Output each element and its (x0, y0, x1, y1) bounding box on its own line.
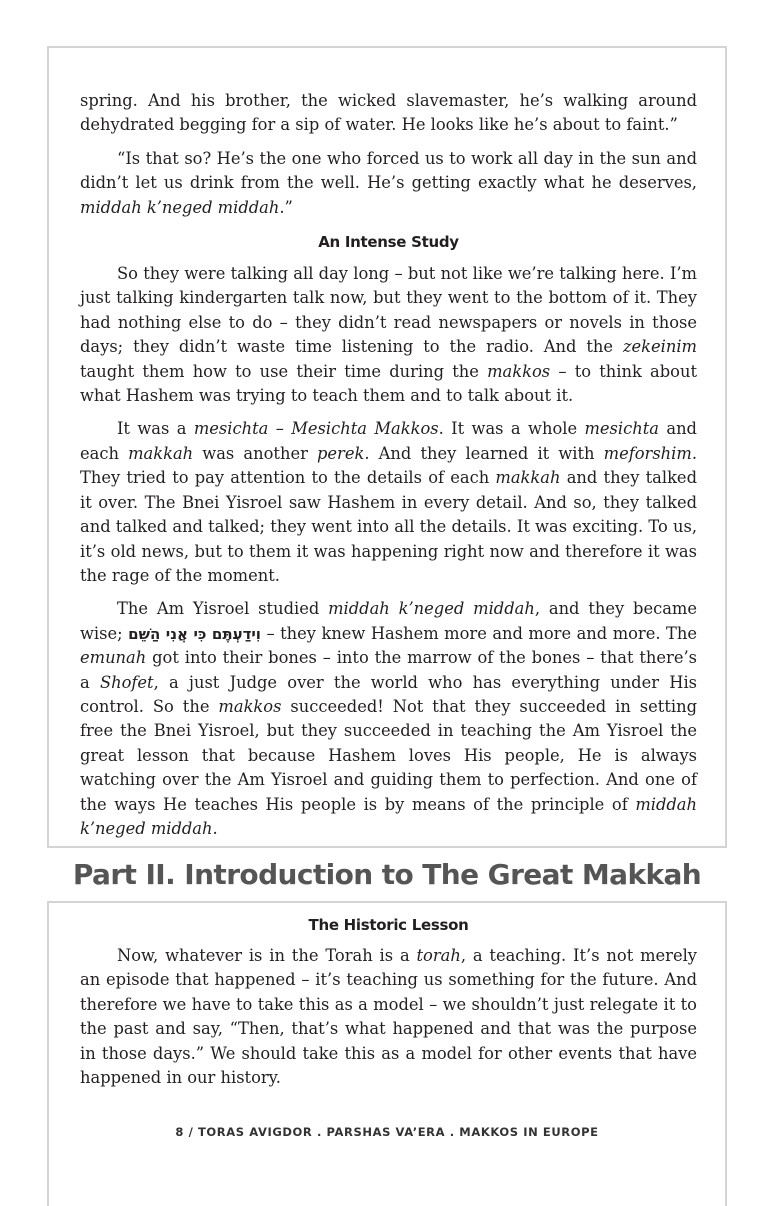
part-title: Part II. Introduction to The Great Makkah (72, 858, 702, 891)
bottom-section (80, 915, 697, 1090)
paragraph-4: It was a mesichta – Mesichta Makkos. It was a whole mesichta and each makkah was another perek. And they learned it with meforshim. They tried to pay attention to the details of each makkah and they talked it over. The Bnei Yisroel saw Hashem in every detail. And so, they talked and talked and talked; they went into all the details. It was exciting. To us, it’s old news, but to them it was happening right now and therefore it was the rage of the moment. (80, 419, 697, 585)
section-heading-intense-study: An Intense Study (318, 233, 459, 252)
section-heading-historic-lesson: The Historic Lesson (308, 916, 469, 934)
paragraph-1: spring. And his brother, the wicked slavemaster, he’s walking around dehydrated begging for a sip of water. He looks like he’s about to faint.” (80, 91, 697, 135)
paragraph-2: “Is that so? He’s the one who forced us to work all day in the sun and didn’t let us drink from the well. He’s getting exactly what he deserves, middah k’neged middah.” (80, 148, 697, 217)
paragraph-6: Now, whatever is in the Torah is a torah, a teaching. It’s not merely an episode that happened – it’s teaching us something for the future. And therefore we have to take this as a model – we shouldn’t just relegate it to the past and say, “Then, that’s what happened and that was the purpose in those days.” We should take this as a model for other events that have happened in our history. (80, 946, 697, 1088)
hebrew-verse: וִידַעְתֶּם כִּי אֲנִי הַשֵּׁם (128, 624, 261, 643)
top-section (80, 89, 697, 841)
paragraph-3: So they were talking all day long – but not like we’re talking here. I’m just talking kindergarten talk now, but they went to the bottom of it. They had nothing else to do – they didn’t read newspapers or novels in those days; they didn’t waste time listening to the radio. And the zekeinim taught them how to use their time during the makkos – to think about what Hashem was trying to teach them and to talk about it. (80, 264, 698, 406)
part-title-bar (47, 846, 727, 903)
page-footer: 8 / TORAS AVIGDOR . PARSHAS VA’ERA . MAKKOS IN EUROPE (175, 1125, 599, 1139)
paragraph-5: The Am Yisroel studied middah k’neged middah, and they became wise; וִידַעְתֶּם כִּי אֲנִי הַשֵּׁם – they knew Hashem more and more and more. The emunah got into their bones – into the marrow of the bones – that there’s a Shofet, a just Judge over the world who has everything under His control. So the makkos succeeded! Not that they succeeded in setting free the Bnei Yisroel, but they succeeded in teaching the Am Yisroel the great lesson that because Hashem loves His people, He is always watching over the Am Yisroel and guiding them to perfection. And one of the ways He teaches His people is by means of the principle of middah k’neged middah. (80, 599, 698, 838)
